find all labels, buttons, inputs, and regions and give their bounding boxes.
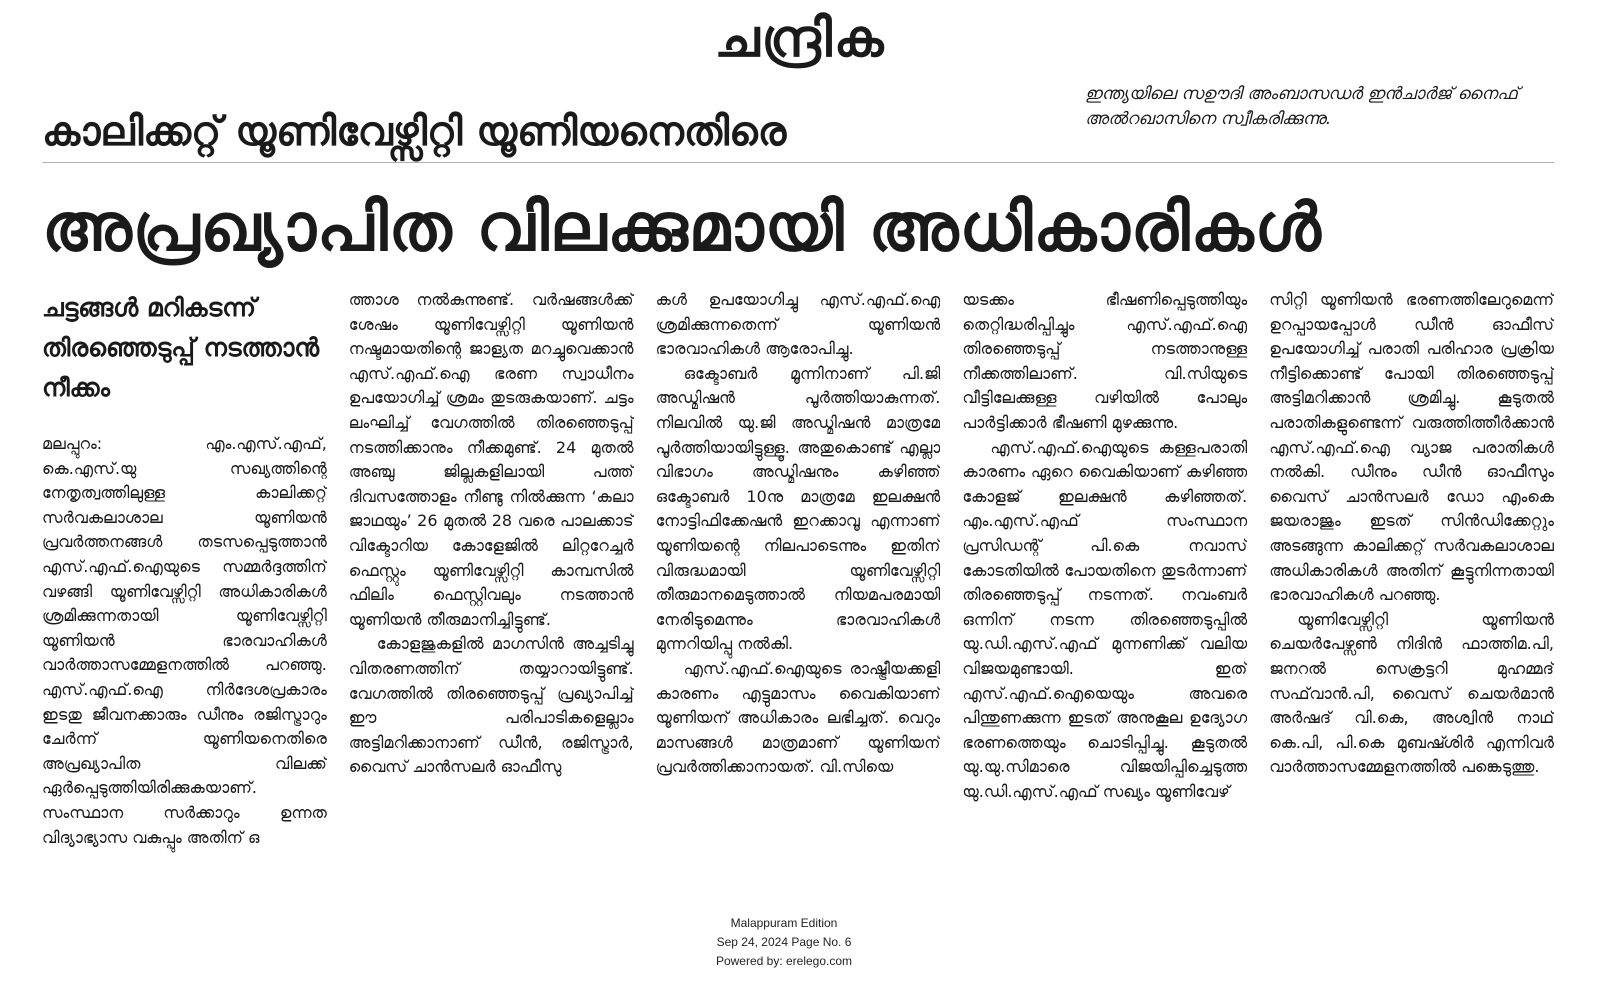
page-footer [0, 914, 1568, 971]
article-paragraph: യടക്കം ഭീഷണിപ്പെടുത്തിയും തെറ്റിദ്ധരിപ്പിച്ചും എസ്.എഫ്.ഐ തിരഞ്ഞെടുപ്പ് നടത്താനുള്ള നീക്കത്തിലാണ്. വി.സിയുടെ വീട്ടിലേക്കുള്ള വഴിയിൽ പോലും പാർട്ടിക്കാർ ഭീഷണി മുഴക്കുന്നു. [962, 290, 1248, 432]
article-paragraph: എസ്.എഫ്.ഐയുടെ കള്ളപരാതി കാരണം ഏറെ വൈകിയാണ് കഴിഞ്ഞ കോളജ് ഇലക്ഷൻ കഴിഞ്ഞത്. എം.എസ്.എഫ് സംസ്ഥാന പ്രസിഡന്റ് പി.കെ നവാസ് കോടതിയിൽ പോയതിനെ തുടർന്നാണ് തിരഞ്ഞെടുപ്പ് നടന്നത്. നവംബർ ഒന്നിന് നടന്ന തിരഞ്ഞെടുപ്പിൽ യു.ഡി.എസ്.എഫ് മുന്നണിക്ക് വലിയ വിജയമുണ്ടായി. ഇത് എസ്.എഫ്.ഐയെയും അവരെ പിന്തുണക്കുന്ന ഇടത് അനുകൂല ഉദ്യോഗ ഭരണത്തെയും ചൊടിപ്പിച്ചു. കൂടുതൽ യു.യു.സിമാരെ വിജയിപ്പിച്ചെടുത്ത യു.ഡി.എസ്.എഫ് സഖ്യം യൂണിവേഴ് [962, 437, 1248, 801]
article-column-3 [656, 288, 941, 910]
article-paragraph: ഒക്ടോബർ മൂന്നിനാണ് പി.ജി അഡ്മിഷൻ പൂർത്തിയാകുന്നത്. നിലവിൽ യു.ജി അഡ്മിഷൻ മാത്രമേ പൂർത്തിയായിട്ടുള്ളൂ. അതുകൊണ്ട് എല്ലാ വിഭാഗം അഡ്മിഷനും കഴിഞ്ഞ് ഒക്ടോബർ 10നു മാത്രമേ ഇലക്ഷൻ നോട്ടിഫിക്കേഷൻ ഇറക്കാവൂ എന്നാണ് യൂണിയന്റെ നിലപാടെന്നും ഇതിന് വിരുദ്ധമായി യൂണിവേഴ്സിറ്റി തീരുമാനമെടുത്താൽ നിയമപരമായി നേരിടുമെന്നും ഭാരവാഹികൾ മുന്നറിയിപ്പു നൽകി. [655, 363, 941, 654]
article-body [42, 288, 1554, 910]
edition-label: Malappuram Edition [730, 916, 838, 930]
date-page-label: Sep 24, 2024 Page No. 6 [716, 935, 852, 949]
photo-caption: ഇന്ത്യയിലെ സഊദി അംബാസഡർ ഇൻചാർജ് നൈഫ് അൽറഖാസിനെ സ്വീകരിക്കുന്നു. [1085, 84, 1519, 129]
article-paragraph: ത്താശ നൽകുന്നുണ്ട്. വർഷങ്ങൾക്ക് ശേഷം യൂണിവേഴ്സിറ്റി യൂണിയൻ നഷ്ടമായതിന്റെ ജാള്യത മറച്ചുവെക്കാൻ എസ്.എഫ്.ഐ ഭരണ സ്വാധീനം ഉപയോഗിച്ച് ശ്രമം തുടരുകയാണ്. ചട്ടം ലംഘിച്ച് വേഗത്തിൽ തിരഞ്ഞെടുപ്പ് നടത്തിക്കാനും നീക്കമുണ്ട്. 24 മുതൽ അഞ്ചു ജില്ലകളിലായി പത്ത് ദിവസത്തോളം നീണ്ടു നിൽക്കുന്ന ‘കലാ ജാഥയും’ 26 മുതൽ 28 വരെ പാലക്കാട് വിക്ടോറിയ കോളേജിൽ ലിറ്ററേച്ചർ ഫെസ്റ്റും യൂണിവേഴ്സിറ്റി കാമ്പസിൽ ഫിലിം ഫെസ്റ്റിവലും നടത്താൻ യൂണിയൻ തീരുമാനിച്ചിട്ടുണ്ട്. [348, 290, 634, 629]
article-column-2 [349, 288, 634, 910]
article-paragraph: കൾ ഉപയോഗിച്ചു എസ്.എഫ്.ഐ ശ്രമിക്കുന്നതെന്ന് യൂണിയൻ ഭാരവാഹികൾ ആരോപിച്ചു. [655, 290, 941, 359]
article-paragraph: കോളജുകളിൽ മാഗസിൻ അച്ചടിച്ചു വിതരണത്തിന് തയ്യാറായിട്ടുണ്ട്. വേഗത്തിൽ തിരഞ്ഞെടുപ്പ് പ്രഖ്യാപിച്ച് ഈ പരിപാടികളെല്ലാം അട്ടിമറിക്കാനാണ് ഡീൻ, രജിസ്ട്രാർ, വൈസ് ചാൻസലർ ഓഫീസു [348, 634, 634, 777]
subheadline: ചട്ടങ്ങൾ മറികടന്ന് തിരഞ്ഞെടുപ്പ് നടത്താൻ നീക്കം [42, 293, 320, 402]
article-column-5 [1269, 288, 1554, 910]
divider [42, 162, 1554, 163]
powered-by-label: Powered by: erelego.com [715, 954, 853, 968]
article-column-4 [962, 288, 1247, 910]
article-paragraph: യൂണിവേഴ്സിറ്റി യൂണിയൻ ചെയർപേഴ്സൺ നിദിൻ ഫാത്തിമ.പി, ജനറൽ സെക്രട്ടറി മുഹമ്മദ് സഫ്‌വാൻ.പി, വൈസ് ചെയർമാൻ അർഷദ് വി.കെ, അശ്വിൻ നാഥ് കെ.പി, പി.കെ മുബഷ്ശിർ എന്നിവർ വാർത്താസമ്മേളനത്തിൽ പങ്കെടുത്തു. [1269, 609, 1554, 777]
article-column-1 [42, 288, 327, 910]
article-paragraph: സിറ്റി യൂണിയൻ ഭരണത്തിലേറുമെന്ന് ഉറപ്പായപ്പോൾ ഡീൻ ഓഫീസ് ഉപയോഗിച്ച് പരാതി പരിഹാര പ്രക്രിയ നീട്ടിക്കൊണ്ട് പോയി തിരഞ്ഞെടുപ്പ് അട്ടിമറിക്കാൻ ശ്രമിച്ചു. കൂടുതൽ പരാതികളുണ്ടെന്ന് വരുത്തിത്തീർക്കാൻ എസ്.എഫ്.ഐ വ്യാജ പരാതികൾ നൽകി. ഡീനും ഡീൻ ഓഫീസും വൈസ് ചാൻസലർ ഡോ എംകെ ജയരാജും ഇടത് സിൻഡിക്കേറ്റും അടങ്ങുന്ന കാലിക്കറ്റ് സർവകലാശാല അധികാരികൾ അതിന് കൂട്ടുനിന്നതായി ഭാരവാഹികൾ പറഞ്ഞു. [1269, 290, 1554, 605]
article-paragraph: മലപ്പുറം: എം.എസ്.എഫ്, കെ.എസ്.യു സഖ്യത്തിന്റെ നേതൃത്വത്തിലുള്ള കാലിക്കറ്റ് സർവകലാശാല യൂണിയൻ പ്രവർത്തനങ്ങൾ തടസപ്പെടുത്താൻ എസ്.എഫ്.ഐയുടെ സമ്മർദ്ദത്തിന് വഴങ്ങി യൂണിവേഴ്സിറ്റി അധികാരികൾ ശ്രമിക്കുന്നതായി യൂണിവേഴ്സിറ്റി യൂണിയൻ ഭാരവാഹികൾ വാർത്താസമ്മേളനത്തിൽ പറഞ്ഞു. എസ്.എഫ്.ഐ നിർദേശപ്രകാരം ഇടതു ജീവനക്കാരും ഡീനും രജിസ്ട്രാറും ചേർന്ന് യൂണിയനെതിരെ അപ്രഖ്യാപിത വിലക്ക് ഏർപ്പെടുത്തിയിരിക്കുകയാണ്. സംസ്ഥാന സർക്കാറും ഉന്നത വിദ്യാഭ്യാസ വകുപ്പും അതിന് ഒ [42, 434, 327, 847]
article-paragraph: എസ്.എഫ്.ഐയുടെ രാഷ്ട്രീയക്കളി കാരണം എട്ടുമാസം വൈകിയാണ് യൂണിയന് അധികാരം ലഭിച്ചത്. വെറും മാസങ്ങൾ മാത്രമാണ് യൂണിയന് പ്രവർത്തിക്കാനായത്. വി.സിയെ [655, 658, 941, 777]
main-headline: അപ്രഖ്യാപിത വിലക്കുമായി അധികാരികൾ [42, 189, 1322, 266]
kicker-headline: കാലിക്കറ്റ് യൂണിവേഴ്സിറ്റി യൂണിയനെതിരെ [42, 109, 787, 155]
masthead-logo: ചന്ദ്രിക [714, 9, 886, 69]
